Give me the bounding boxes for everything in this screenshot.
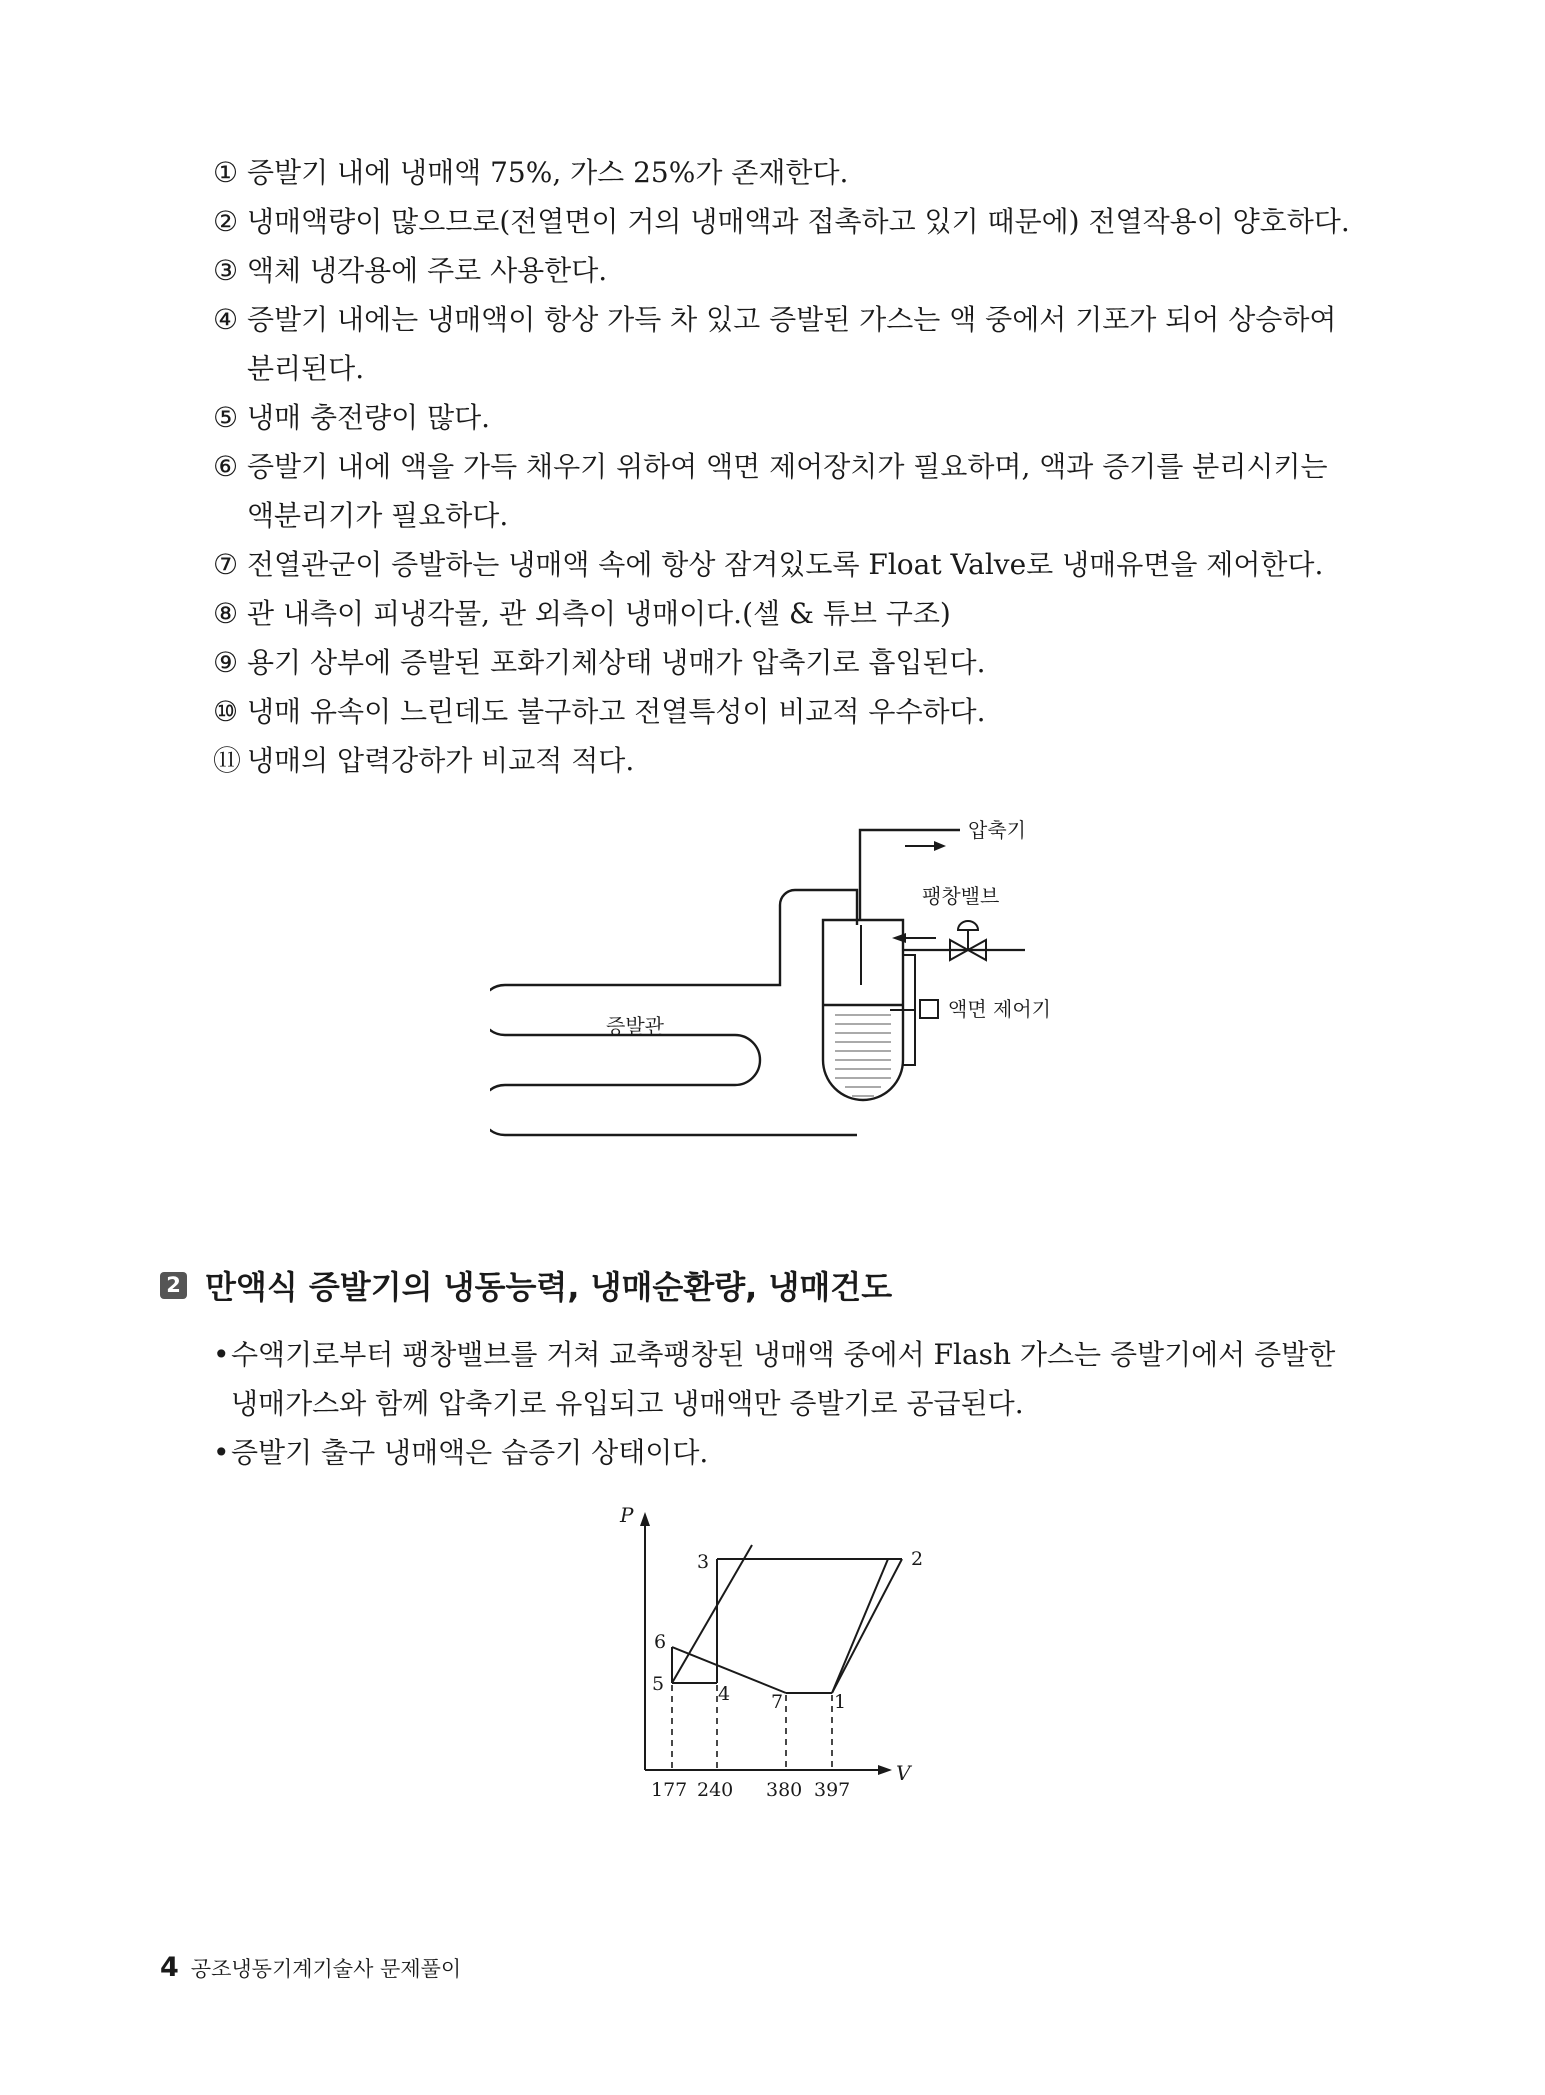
point-label-3: 3: [697, 1551, 710, 1573]
bullet-item: • 증발기 출구 냉매액은 습증기 상태이다.: [213, 1428, 1363, 1477]
point-label-7: 7: [771, 1691, 784, 1713]
pv-diagram-svg: [600, 1500, 980, 1800]
section-heading: [160, 1262, 892, 1308]
bullet-dot: •: [213, 1436, 230, 1469]
y-axis-label: P: [620, 1503, 634, 1527]
x-tick-177: 177: [651, 1779, 688, 1800]
x-tick-380: 380: [766, 1779, 803, 1800]
compressor-arrowhead: [934, 841, 946, 851]
x-tick-397: 397: [814, 1779, 851, 1800]
level-controller-label: 액면 제어기: [948, 997, 1050, 1021]
bullet-dot: •: [213, 1338, 230, 1371]
tick-guides: [672, 1685, 832, 1770]
book-title: 공조냉동기계기술사 문제풀이: [190, 1957, 462, 1981]
level-controller-box: [920, 1000, 938, 1018]
bullet-item: • 수액기로부터 팽창밸브를 거쳐 교축팽창된 냉매액 중에서 Flash 가스는 증발기에서 증발한 냉매가스와 함께 압축기로 유입되고 냉매액만 증발기로 공급된다.: [213, 1330, 1363, 1428]
liquid-hatching: [835, 1015, 891, 1096]
point-label-1: 1: [834, 1691, 847, 1713]
feature-list: [213, 148, 1363, 785]
point-label-4: 4: [718, 1683, 731, 1705]
x-axis-label: V: [896, 1761, 911, 1785]
y-axis-arrowhead: [640, 1512, 650, 1526]
compressor-label: 압축기: [968, 818, 1026, 842]
x-tick-240: 240: [697, 1779, 734, 1800]
point-label-6: 6: [654, 1631, 667, 1653]
evaporator-tube: [490, 890, 857, 1135]
x-axis-arrowhead: [878, 1765, 892, 1775]
expansion-valve-label: 팽창밸브: [922, 884, 1000, 908]
list-item: ① 증발기 내에 냉매액 75%, 가스 25%가 존재한다.: [213, 156, 849, 189]
list-item: ② 냉매액량이 많으므로(전열면이 거의 냉매액과 접촉하고 있기 때문에) 전열작용이 양호하다.: [213, 205, 1350, 238]
list-item: ⑪ 냉매의 압력강하가 비교적 적다.: [213, 744, 635, 777]
section-number-badge: 2: [160, 1272, 187, 1299]
list-item: ⑤ 냉매 충전량이 많다.: [213, 401, 491, 434]
evaporator-tube-label: 증발관: [606, 1014, 664, 1038]
list-item: ④ 증발기 내에는 냉매액이 항상 가득 차 있고 증발된 가스는 액 중에서 기포가 되어 상승하여 분리된다.: [213, 303, 1337, 385]
point-label-5: 5: [652, 1673, 665, 1695]
list-item: ⑦ 전열관군이 증발하는 냉매액 속에 항상 잠겨있도록 Float Valve로 냉매유면을 제어한다.: [213, 548, 1324, 581]
page-number: 4: [160, 1952, 179, 1983]
section-title: 만액식 증발기의 냉동능력, 냉매순환량, 냉매건도: [205, 1268, 893, 1306]
list-item: ③ 액체 냉각용에 주로 사용한다.: [213, 254, 608, 287]
list-item: ⑥ 증발기 내에 액을 가득 채우기 위하여 액면 제어장치가 필요하며, 액과 증기를 분리시키는 액분리기가 필요하다.: [213, 450, 1328, 532]
list-item: ⑧ 관 내측이 피냉각물, 관 외측이 냉매이다.(셀 & 튜브 구조): [213, 597, 951, 630]
page-footer: [160, 1952, 461, 1983]
bullet-list: [213, 1330, 1363, 1477]
evaporator-diagram: [490, 800, 1050, 1170]
expansion-valve-icon: [950, 921, 986, 960]
pv-diagram: [600, 1500, 980, 1800]
list-item: ⑨ 용기 상부에 증발된 포화기체상태 냉매가 압축기로 흡입된다.: [213, 646, 986, 679]
evaporator-diagram-svg: [490, 800, 1050, 1170]
compressor-line: [857, 830, 960, 925]
list-item: ⑩ 냉매 유속이 느린데도 불구하고 전열특성이 비교적 우수하다.: [213, 695, 986, 728]
point-label-2: 2: [911, 1548, 924, 1570]
